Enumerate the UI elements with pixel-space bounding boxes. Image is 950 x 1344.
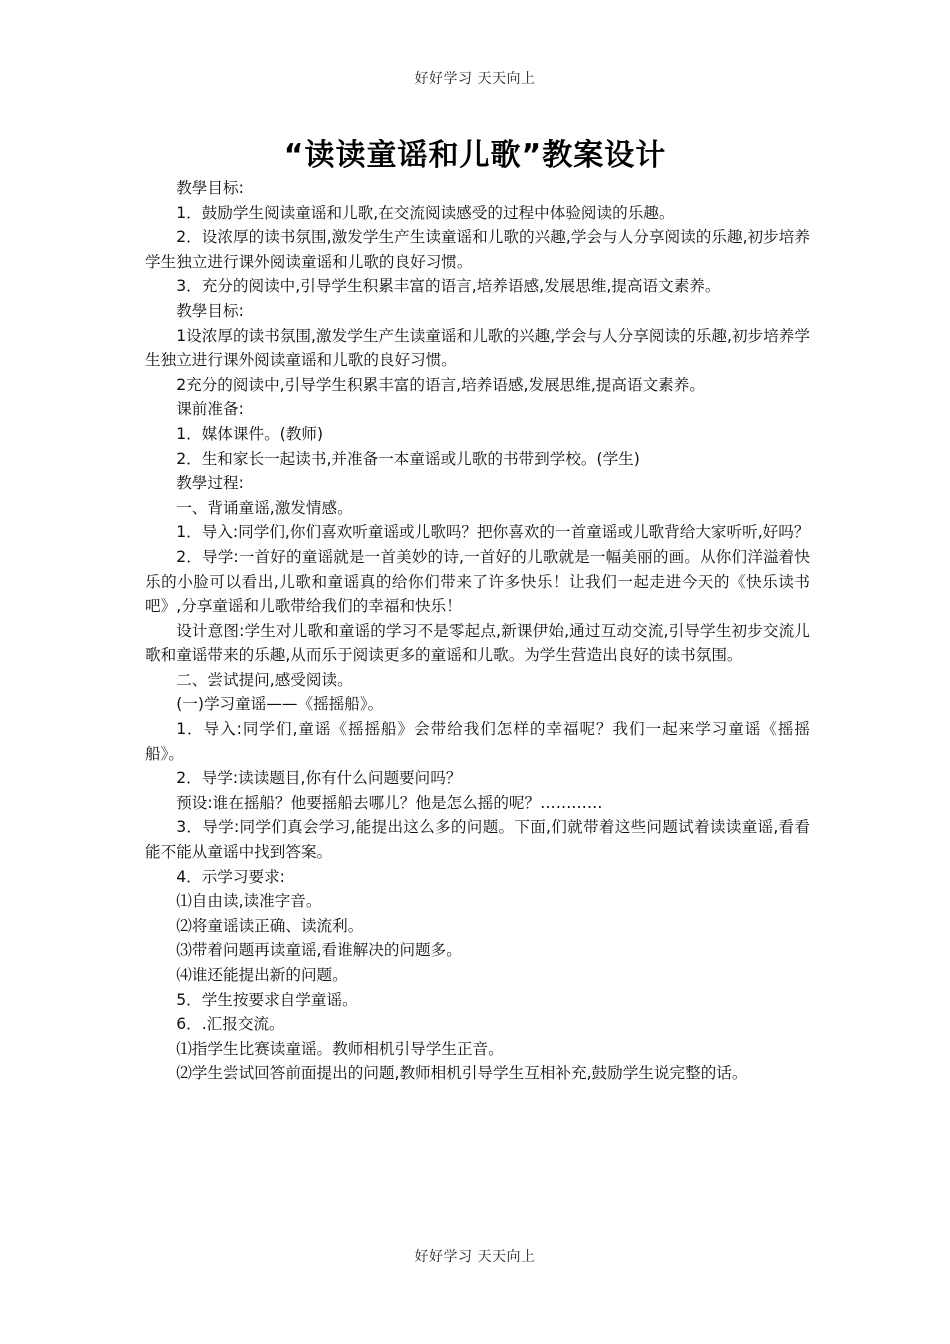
paragraph: 3．充分的阅读中,引导学生积累丰富的语言,培养语感,发展思维,提高语文素养。: [176, 277, 721, 296]
page-footer: 好好学习 天天向上: [414, 1249, 536, 1265]
list-item: ⑴自由读,读准字音。: [176, 892, 322, 911]
paragraph: 二、尝试提问,感受阅读。: [176, 670, 353, 689]
paragraph: 预设:谁在摇船？他要摇船去哪儿？他是怎么摇的呢？…………: [176, 793, 603, 812]
list-item: ⑵将童谣读正确、读流利。: [176, 916, 364, 935]
paragraph: 2．导学:一首好的童谣就是一首美妙的诗,一首好的儿歌就是一幅美丽的画。从你们洋溢着快乐的小脸可以看出,儿歌和童谣真的给你们带来了许多快乐！让我们一起走进今天的《快乐读书吧》,分享童谣和儿歌带给我们的幸福和快乐！: [145, 547, 810, 616]
paragraph: 5．学生按要求自学童谣。: [176, 990, 358, 1009]
paragraph: 2．导学:读读题目,你有什么问题要问吗？: [176, 769, 462, 788]
paragraph: 1．导入:同学们,你们喜欢听童谣或儿歌吗？把你喜欢的一首童谣或儿歌背给大家听听,好吗？: [176, 523, 810, 542]
section-heading: 教學目标:: [176, 301, 244, 320]
paragraph: 2充分的阅读中,引导学生积累丰富的语言,培养语感,发展思维,提高语文素养。: [176, 375, 705, 394]
paragraph: 2．生和家长一起读书,并准备一本童谣或儿歌的书带到学校。(学生): [176, 449, 640, 468]
list-item: ⑴指学生比赛读童谣。教师相机引导学生正音。: [176, 1039, 504, 1058]
section-heading: 教學过程:: [176, 474, 244, 493]
paragraph: 6．.汇报交流。: [176, 1015, 285, 1034]
list-item: ⑷谁还能提出新的问题。: [176, 966, 348, 984]
section-heading: 课前准备:: [176, 400, 244, 419]
document-body: [145, 176, 810, 1086]
document-title: “读读童谣和儿歌”教案设计: [283, 138, 667, 173]
paragraph: 一、背诵童谣,激发情感。: [176, 498, 353, 517]
paragraph: 3．导学:同学们真会学习,能提出这么多的问题。下面,们就带着这些问题试着读读童谣,看看能不能从童谣中找到答案。: [145, 818, 810, 862]
paragraph: 1．鼓励学生阅读童谣和儿歌,在交流阅读感受的过程中体验阅读的乐趣。: [176, 203, 675, 222]
list-item: ⑵学生尝试回答前面提出的问题,教师相机引导学生互相补充,鼓励学生说完整的话。: [176, 1064, 748, 1083]
paragraph: 设计意图:学生对儿歌和童谣的学习不是零起点,新课伊始,通过互动交流,引导学生初步交流儿歌和童谣带来的乐趣,从而乐于阅读更多的童谣和儿歌。为学生营造出良好的读书氛围。: [145, 621, 810, 665]
paragraph: 1．媒体课件。(教师): [176, 424, 324, 443]
paragraph: 1．导入:同学们,童谣《摇摇船》会带给我们怎样的幸福呢？我们一起来学习童谣《摇摇船》。: [145, 720, 810, 763]
paragraph: 4．示学习要求:: [176, 867, 285, 886]
section-heading: 教學目标:: [176, 179, 244, 197]
paragraph: 2．设浓厚的读书氛围,激发学生产生读童谣和儿歌的兴趣,学会与人分享阅读的乐趣,初步培养学生独立进行课外阅读童谣和儿歌的良好习惯。: [145, 228, 810, 271]
paragraph: 1设浓厚的读书氛围,激发学生产生读童谣和儿歌的兴趣,学会与人分享阅读的乐趣,初步培养学生独立进行课外阅读童谣和儿歌的良好习惯。: [145, 326, 810, 370]
page-header: 好好学习 天天向上: [414, 71, 536, 87]
paragraph: (一)学习童谣——《摇摇船》。: [176, 695, 384, 714]
list-item: ⑶带着问题再读童谣,看谁解决的问题多。: [176, 941, 462, 960]
